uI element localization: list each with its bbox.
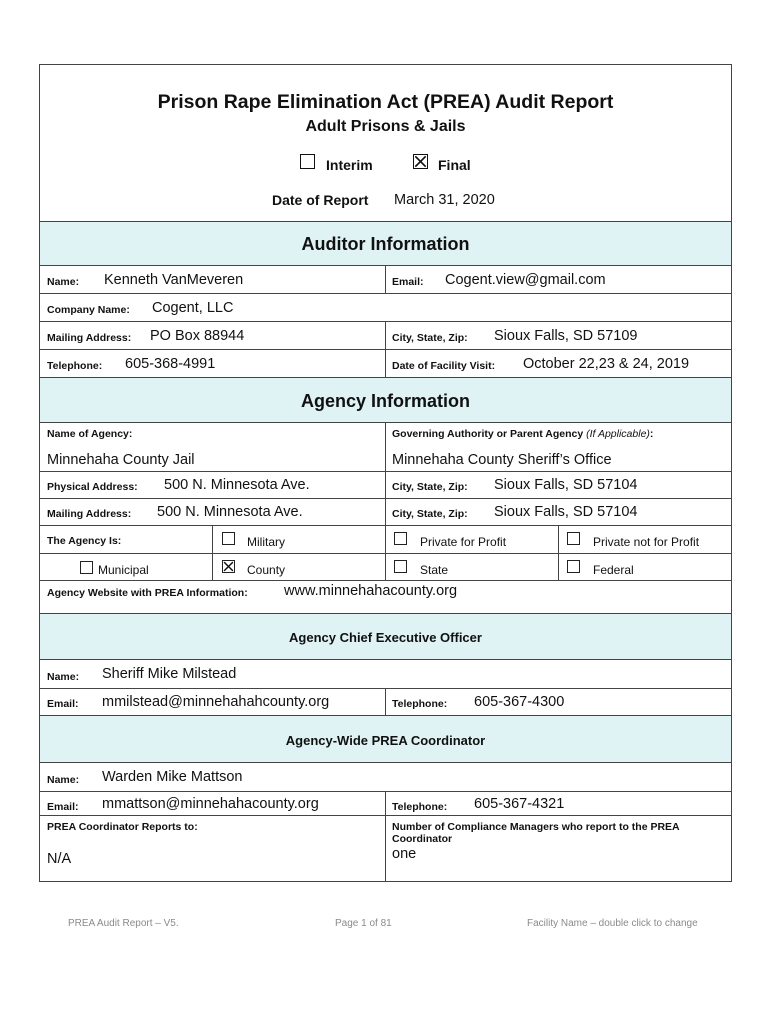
ceo-contact-row [40, 689, 731, 716]
auditor-email: Cogent.view@gmail.com [445, 272, 606, 288]
agency-is-label: The Agency Is: [47, 535, 122, 547]
governing-authority-label: Governing Authority or Parent Agency (If Applicable): [392, 428, 654, 440]
footer-version: PREA Audit Report – V5. [68, 918, 179, 929]
auditor-csz-label: City, State, Zip: [392, 332, 468, 344]
coordinator-phone: 605-367-4321 [474, 796, 565, 812]
federal-checkbox[interactable] [567, 560, 580, 573]
auditor-company: Cogent, LLC [152, 300, 234, 316]
checkmark-x-icon [414, 155, 427, 168]
auditor-email-label: Email: [392, 276, 424, 288]
agency-physical-row [40, 472, 731, 499]
auditor-mailing-label: Mailing Address: [47, 332, 132, 344]
federal-label: Federal [593, 563, 634, 577]
auditor-name-row [40, 266, 731, 294]
governing-authority: Minnehaha County Sheriff’s Office [392, 452, 612, 468]
agency-csz2: Sioux Falls, SD 57104 [494, 504, 638, 520]
date-of-report-value: March 31, 2020 [394, 192, 495, 208]
county-checkbox[interactable] [222, 560, 235, 573]
ceo-phone-label: Telephone: [392, 698, 448, 710]
ceo-name-label: Name: [47, 671, 80, 683]
private-for-profit-checkbox[interactable] [394, 532, 407, 545]
ceo-name: Sheriff Mike Milstead [102, 666, 237, 682]
coordinator-phone-label: Telephone: [392, 801, 448, 813]
agency-type-row-1 [40, 526, 731, 554]
report-subtitle: Adult Prisons & Jails [305, 118, 466, 135]
military-label: Military [247, 535, 285, 549]
auditor-csz: Sioux Falls, SD 57109 [494, 328, 638, 344]
coordinator-name-label: Name: [47, 774, 80, 786]
agency-name: Minnehaha County Jail [47, 452, 195, 468]
final-checkbox[interactable] [413, 154, 428, 169]
final-label: Final [438, 157, 471, 173]
agency-name-row [40, 423, 731, 472]
agency-type-row-2 [40, 554, 731, 581]
audit-report-form [39, 64, 732, 882]
compliance-managers-label: Number of Compliance Managers who report to the PREA Coordinator [392, 821, 680, 845]
private-for-profit-label: Private for Profit [420, 535, 507, 549]
private-not-for-profit-checkbox[interactable] [567, 532, 580, 545]
footer-facility-name: Facility Name – double click to change [527, 918, 698, 929]
ceo-email: mmilstead@minnehahahcounty.org [102, 694, 330, 710]
agency-csz1-label: City, State, Zip: [392, 481, 468, 493]
facility-visit-dates: October 22,23 & 24, 2019 [523, 356, 690, 372]
state-label: State [420, 563, 449, 577]
reports-to-label: PREA Coordinator Reports to: [47, 821, 198, 833]
military-checkbox[interactable] [222, 532, 235, 545]
report-header [40, 65, 731, 222]
ceo-section-title: Agency Chief Executive Officer [289, 630, 482, 645]
municipal-checkbox[interactable] [80, 561, 93, 574]
auditor-phone-label: Telephone: [47, 360, 103, 372]
coordinator-email: mmattson@minnehahacounty.org [102, 796, 319, 812]
compliance-managers: one [392, 846, 417, 862]
ceo-email-label: Email: [47, 698, 79, 710]
coordinator-email-label: Email: [47, 801, 79, 813]
agency-website-row [40, 581, 731, 614]
physical-address-label: Physical Address: [47, 481, 138, 493]
report-title: Prison Rape Elimination Act (PREA) Audit Report [157, 91, 614, 113]
agency-section-header [40, 378, 731, 423]
coordinator-name: Warden Mike Mattson [102, 769, 243, 785]
agency-section-title: Agency Information [300, 391, 470, 411]
agency-website[interactable]: www.minnehahacounty.org [284, 583, 458, 599]
agency-csz2-label: City, State, Zip: [392, 508, 468, 520]
municipal-label: Municipal [98, 563, 149, 577]
auditor-mailing-row [40, 322, 731, 350]
ceo-phone: 605-367-4300 [474, 694, 565, 710]
auditor-phone-row [40, 350, 731, 378]
physical-address: 500 N. Minnesota Ave. [164, 477, 310, 493]
interim-label: Interim [326, 157, 373, 173]
auditor-company-row [40, 294, 731, 322]
agency-mailing-label: Mailing Address: [47, 508, 132, 520]
auditor-name-label: Name: [47, 276, 80, 288]
coordinator-reports-row [40, 816, 731, 882]
interim-checkbox[interactable] [300, 154, 315, 169]
auditor-company-label: Company Name: [47, 304, 130, 316]
auditor-phone: 605-368-4991 [125, 356, 216, 372]
auditor-section-title: Auditor Information [301, 234, 470, 254]
state-checkbox[interactable] [394, 560, 407, 573]
coordinator-section-header [40, 716, 731, 763]
auditor-section-header [40, 222, 731, 266]
coordinator-section-title: Agency-Wide PREA Coordinator [285, 733, 486, 748]
agency-name-label: Name of Agency: [47, 428, 133, 440]
agency-mailing: 500 N. Minnesota Ave. [157, 504, 303, 520]
checkmark-x-icon [223, 561, 234, 572]
county-label: County [247, 563, 286, 577]
auditor-mailing: PO Box 88944 [150, 328, 245, 344]
facility-visit-label: Date of Facility Visit: [392, 360, 496, 372]
coordinator-name-row [40, 763, 731, 792]
ceo-name-row [40, 660, 731, 689]
agency-csz1: Sioux Falls, SD 57104 [494, 477, 638, 493]
private-not-for-profit-label: Private not for Profit [593, 535, 700, 549]
auditor-name: Kenneth VanMeveren [104, 272, 244, 288]
footer-page-number: Page 1 of 81 [335, 918, 392, 929]
date-of-report-label: Date of Report [272, 192, 369, 208]
agency-mailing-row [40, 499, 731, 526]
agency-website-label: Agency Website with PREA Information: [47, 587, 248, 599]
ceo-section-header [40, 614, 731, 660]
reports-to: N/A [47, 851, 72, 867]
coordinator-contact-row [40, 792, 731, 816]
